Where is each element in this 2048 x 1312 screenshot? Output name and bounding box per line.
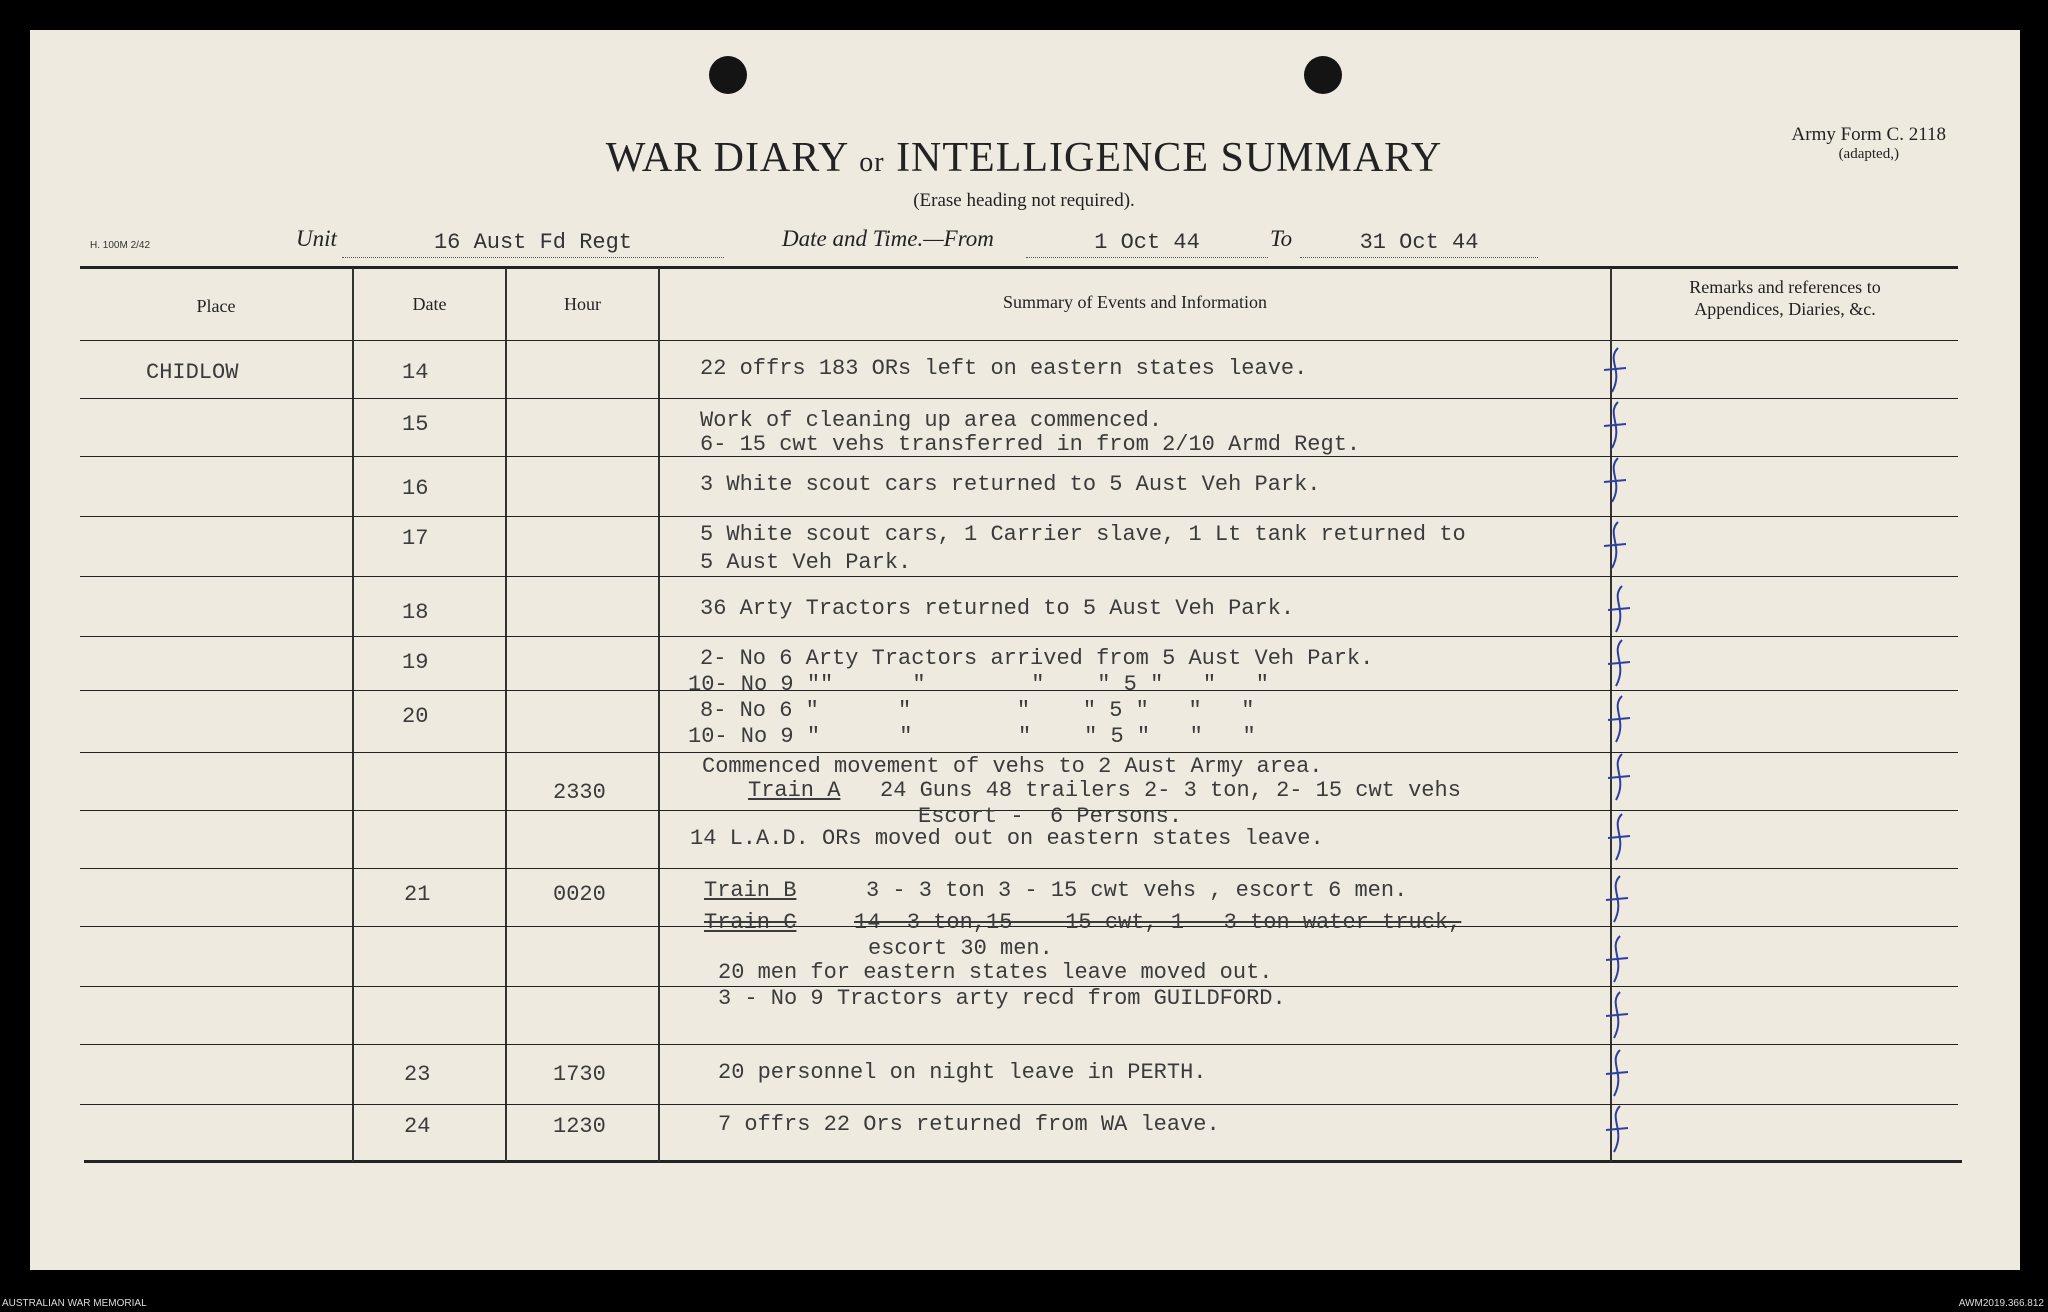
summary-entry: 24 Guns 48 trailers 2- 3 ton, 2- 15 cwt vehs: [880, 778, 1461, 803]
initial-mark: [1606, 992, 1628, 1038]
punch-hole: [1304, 56, 1342, 94]
date-entry: 16: [402, 476, 429, 501]
table-bottom-rule: [84, 1160, 1962, 1163]
col-date: Date: [412, 294, 447, 314]
date-label: Date and Time.—From: [782, 226, 994, 251]
summary-entry: 20 personnel on night leave in PERTH.: [718, 1060, 1207, 1085]
summary-entry: 5 Aust Veh Park.: [700, 550, 912, 575]
initial-mark: [1606, 1106, 1628, 1152]
unit-label: Unit: [296, 226, 337, 251]
hour-entry: 0020: [553, 882, 606, 907]
row-rule: [80, 1044, 1958, 1045]
col-remarks: Remarks and references to Appendices, Diaries, &c.: [1689, 277, 1881, 319]
summary-entry: 20 men for eastern states leave moved out.: [718, 960, 1273, 985]
summary-entry: Escort - 6 Persons.: [918, 804, 1183, 829]
initial-mark: [1604, 458, 1626, 502]
army-form-label: Army Form C. 2118 (adapted,): [1791, 124, 1946, 162]
summary-entry: Commenced movement of vehs to 2 Aust Army area.: [702, 754, 1323, 779]
summary-entry: Work of cleaning up area commenced.: [700, 408, 1163, 433]
date-entry: 17: [402, 526, 429, 551]
initial-mark: [1604, 522, 1626, 568]
row-rule: [80, 398, 1958, 399]
place-entry: CHIDLOW: [146, 360, 239, 385]
row-rule: [80, 636, 1958, 637]
summary-entry: 5 White scout cars, 1 Carrier slave, 1 Lt tank returned to: [700, 522, 1466, 547]
summary-entry-struck: 14 -3 ton,15 - 15 cwt, 1 - 3 ton water truck,: [854, 910, 1462, 935]
unit-value: 16 Aust Fd Regt: [342, 230, 724, 258]
column-divider: [505, 268, 507, 1162]
row-rule: [80, 752, 1958, 753]
date-from: 1 Oct 44: [1026, 230, 1268, 258]
hour-entry: 1230: [553, 1114, 606, 1139]
hour-entry: 1730: [553, 1062, 606, 1087]
form-code: H. 100M 2/42: [90, 240, 151, 251]
initial-mark: [1606, 876, 1628, 922]
footer-left: AUSTRALIAN WAR MEMORIAL: [2, 1298, 147, 1309]
to-label: To: [1270, 226, 1293, 251]
hour-entry: 2330: [553, 780, 606, 805]
table-top-rule: [80, 266, 1958, 269]
train-label: Train C: [704, 910, 797, 935]
summary-entry: 8- No 6 " " " " 5 " " ": [700, 698, 1255, 723]
summary-entry: 6- 15 cwt vehs transferred in from 2/10 Armd Regt.: [700, 432, 1361, 457]
date-entry: 19: [402, 650, 429, 675]
initial-mark: [1606, 936, 1628, 982]
summary-entry: 22 offrs 183 ORs left on eastern states leave.: [700, 356, 1308, 381]
initial-mark: [1608, 586, 1630, 632]
summary-entry: 3 White scout cars returned to 5 Aust Veh Park.: [700, 472, 1321, 497]
summary-entry: escort 30 men.: [868, 936, 1053, 961]
date-entry: 14: [402, 360, 429, 385]
summary-entry: 10- No 9 " " " " 5 " " ": [688, 724, 1256, 749]
row-rule: [80, 516, 1958, 517]
date-entry: 21: [404, 882, 431, 907]
summary-entry: 2- No 6 Arty Tractors arrived from 5 Aust Veh Park.: [700, 646, 1374, 671]
punch-hole: [709, 56, 747, 94]
remarks-initials: [1596, 340, 1636, 1160]
footer-right: AWM2019.366.812: [1958, 1298, 2044, 1309]
date-entry: 24: [404, 1114, 431, 1139]
row-rule: [80, 1104, 1958, 1105]
form-title: WAR DIARY or INTELLIGENCE SUMMARY: [605, 135, 1443, 181]
date-entry: 18: [402, 600, 429, 625]
initial-mark: [1606, 1050, 1628, 1096]
initial-mark: [1604, 402, 1626, 448]
summary-entry: 7 offrs 22 Ors returned from WA leave.: [718, 1112, 1220, 1137]
initial-mark: [1608, 696, 1630, 742]
col-summary: Summary of Events and Information: [1003, 292, 1267, 312]
col-hour: Hour: [564, 294, 601, 314]
train-label: Train A: [748, 778, 841, 803]
erase-note: (Erase heading not required).: [913, 190, 1135, 211]
initial-mark: [1608, 814, 1630, 860]
date-to: 31 Oct 44: [1300, 230, 1538, 258]
summary-entry: 14 L.A.D. ORs moved out on eastern states leave.: [690, 826, 1324, 851]
column-divider: [658, 268, 660, 1162]
column-divider: [352, 268, 354, 1162]
initial-mark: [1608, 754, 1630, 800]
train-label: Train B: [704, 878, 797, 903]
summary-entry: 3 - No 9 Tractors arty recd from GUILDFORD.: [718, 986, 1286, 1011]
date-entry: 23: [404, 1062, 431, 1087]
header-rule: [80, 340, 1958, 341]
date-entry: 15: [402, 412, 429, 437]
summary-entry: 10- No 9 "" " " " 5 " " ": [688, 672, 1269, 697]
row-rule: [80, 576, 1958, 577]
row-rule: [80, 868, 1958, 869]
summary-entry: 3 - 3 ton 3 - 15 cwt vehs , escort 6 men.: [866, 878, 1408, 903]
col-place: Place: [196, 296, 236, 316]
initial-mark: [1608, 640, 1630, 686]
initial-mark: [1604, 348, 1626, 392]
date-entry: 20: [402, 704, 429, 729]
summary-entry: 36 Arty Tractors returned to 5 Aust Veh Park.: [700, 596, 1295, 621]
